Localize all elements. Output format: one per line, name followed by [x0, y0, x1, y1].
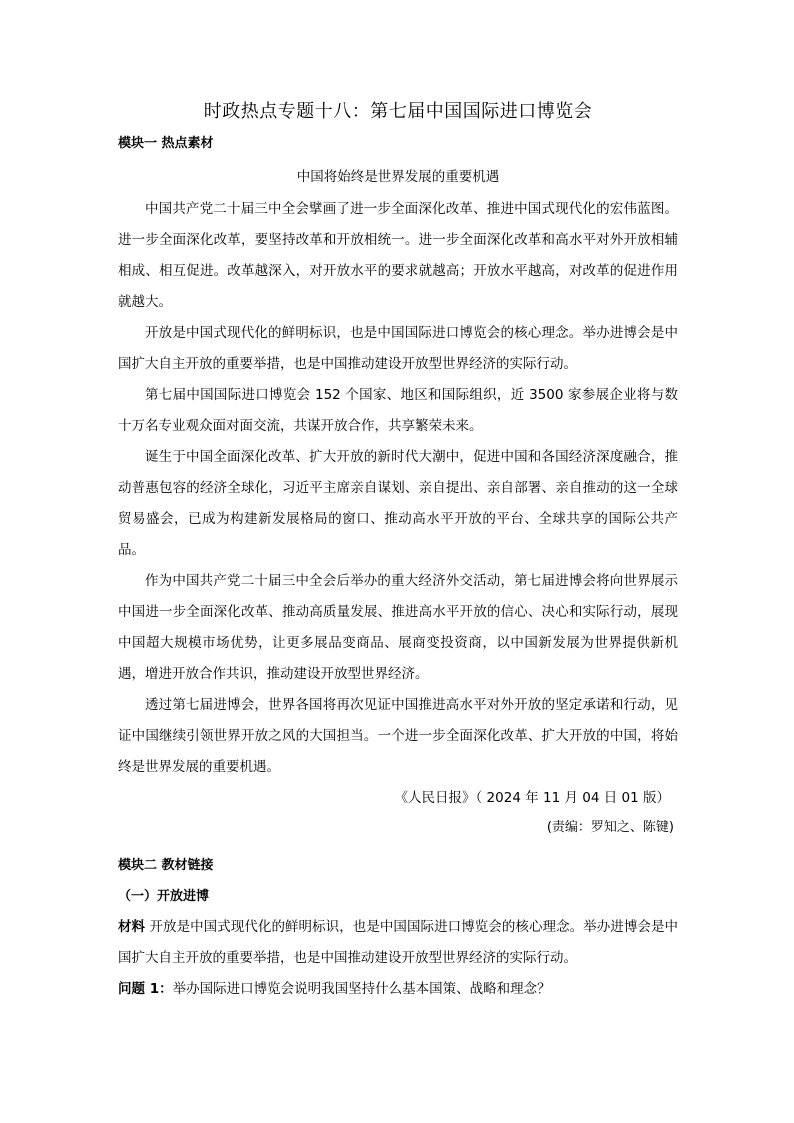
article-title: 中国将始终是世界发展的重要机遇	[296, 169, 500, 185]
article-source: 《人民日报》（ 2024 年 11 月 04 日 01 版）	[394, 790, 670, 806]
material-label: 材料	[118, 919, 146, 935]
material-block	[118, 912, 678, 974]
question-text: 举办国际进口博览会说明我国坚持什么基本国策、战略和理念？	[172, 981, 551, 997]
question-block	[118, 974, 678, 1005]
article-paragraph: 开放是中国式现代化的鲜明标识，也是中国国际进口博览会的核心理念。举办进博会是中国扩大自主开放的重要举措，也是中国推动建设开放型世界经济的实际行动。	[118, 325, 678, 372]
module-one-heading: 模块一 热点素材	[118, 136, 214, 151]
document-title: 时政热点专题十八：第七届中国国际进口博览会	[203, 101, 593, 122]
article-paragraph: 透过第七届进博会，世界各国将再次见证中国推进高水平对外开放的坚定承诺和行动，见证中国继续引领世界开放之风的大国担当。一个进一步全面深化改革、扩大开放的中国，将始终是世界发展的重要机遇。	[118, 697, 678, 775]
article-paragraph: 作为中国共产党二十届三中全会后举办的重大经济外交活动，第七届进博会将向世界展示中国进一步全面深化改革、推动高质量发展、推进高水平开放的信心、决心和实际行动，展现中国超大规模市场优势，让更多展品变商品、展商变投资商，以中国新发展为世界提供新机遇，增进开放合作共识，推动建设开放型世界经济。	[118, 573, 678, 682]
module-two-heading: 模块二 教材链接	[118, 858, 214, 873]
article-paragraph: 中国共产党二十届三中全会擘画了进一步全面深化改革、推进中国式现代化的宏伟蓝图。进一步全面深化改革，要坚持改革和开放相统一。进一步全面深化改革和高水平对外开放相辅相成、相互促进。改革越深入，对开放水平的要求就越高；开放水平越高，对改革的促进作用就越大。	[118, 201, 678, 310]
section-heading-open-expo: （一）开放进博	[118, 889, 210, 904]
article-body	[118, 194, 678, 783]
article-paragraph: 诞生于中国全面深化改革、扩大开放的新时代大潮中，促进中国和各国经济深度融合，推动普惠包容的经济全球化，习近平主席亲自谋划、亲自提出、亲自部署、亲自推动的这一全球贸易盛会，已成为构建新发展格局的窗口、推动高水平开放的平台、全球共享的国际公共产品。	[118, 449, 678, 558]
question-label: 问题 1：	[118, 981, 173, 997]
material-text: 开放是中国式现代化的鲜明标识，也是中国国际进口博览会的核心理念。举办进博会是中国扩大自主开放的重要举措，也是中国推动建设开放型世界经济的实际行动。	[118, 919, 679, 966]
article-editor: (责编：罗知之、陈键)	[546, 820, 674, 835]
document-page	[118, 98, 678, 1005]
article-paragraph: 第七届中国国际进口博览会 152 个国家、地区和国际组织，近 3500 家参展企业将与数十万名专业观众面对面交流，共谋开放合作，共享繁荣未来。	[118, 387, 678, 434]
